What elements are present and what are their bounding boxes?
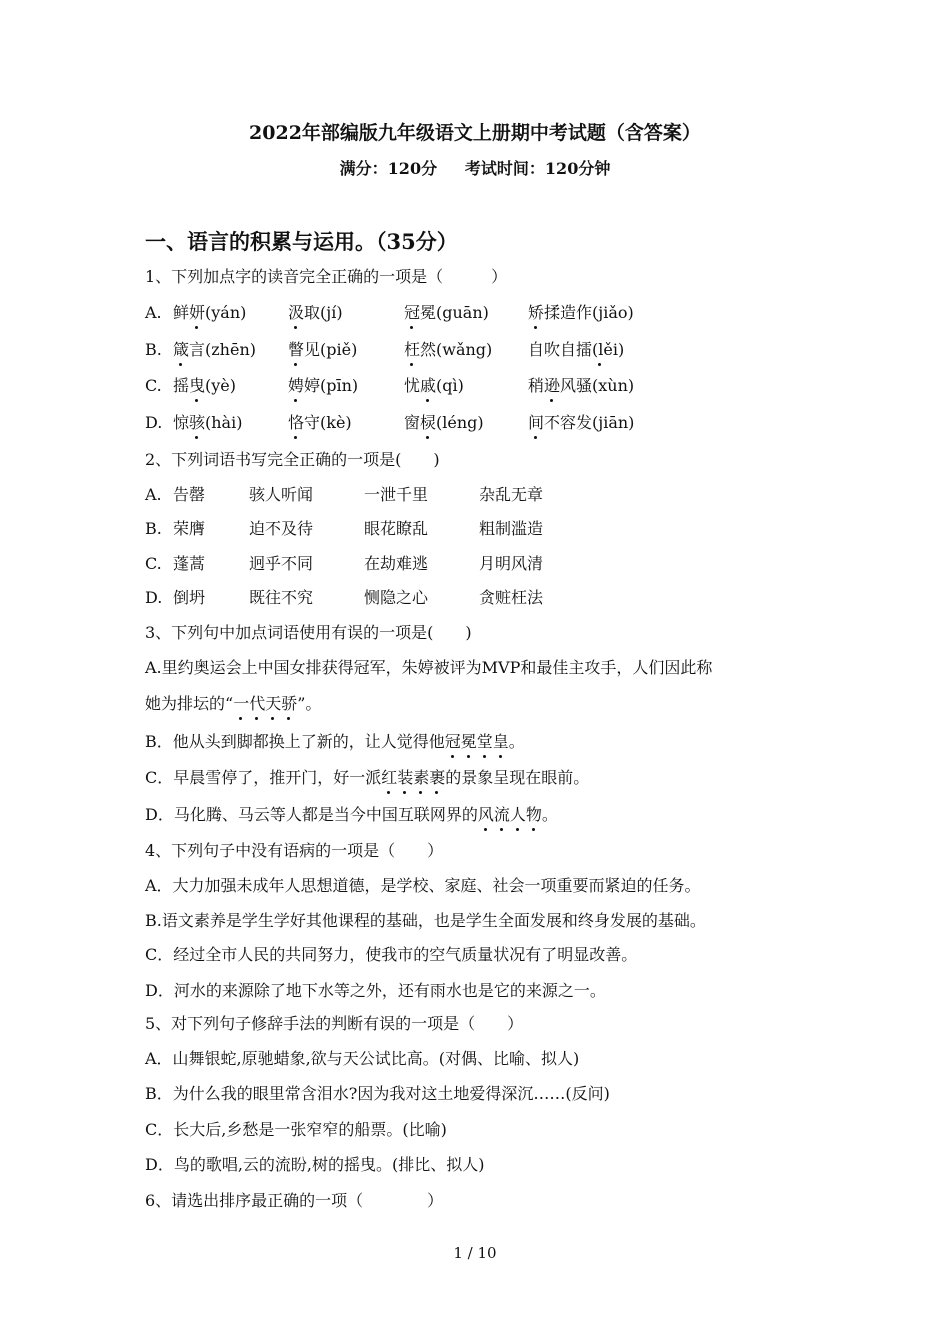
option-word: 迫不及待 [249,519,314,538]
option-word: 眼花瞭乱 [364,519,429,538]
option-letter: C. [145,376,162,395]
question-4-option-a: A．大力加强未成年人思想道德，是学校、家庭、社会一项重要而紧迫的任务。 [145,876,701,895]
option-word: 在劫难逃 [364,554,429,573]
question-5-option-b: B．为什么我的眼里常含泪水?因为我对这土地爱得深沉……(反问) [145,1084,610,1103]
option-word: 恻隐之心 [364,588,429,607]
option-word: 稍逊风骚(xùn) [528,375,634,397]
option-word: 一泄千里 [364,485,429,504]
option-word: 枉然(wǎng) [404,339,492,361]
option-word: 箴言(zhēn) [173,339,256,361]
option-word: 恪守(kè) [288,412,352,434]
option-letter: A. [145,485,162,504]
question-5-option-c: C．长大后,乡愁是一张窄窄的船票。(比喻) [145,1120,447,1139]
question-3-option-a-line2: 她为排坛的“一代天骄 ”。 [145,693,825,715]
exam-title: 2022年部编版九年级语文上册期中考试题（含答案） [249,122,701,144]
option-word: 蓬蒿 [173,554,206,573]
option-word: 月明风清 [479,554,544,573]
option-letter: A. [145,303,162,322]
question-5-option-a: A．山舞银蛇,原驰蜡象,欲与天公试比高。(对偶、比喻、拟人) [145,1049,580,1068]
option-word: 瞥见(piě) [288,339,357,361]
question-3-option-c: C．早晨雪停了，推开门，好一派红装素裹 的景象呈现在眼前。 [145,767,825,789]
question-5-option-d: D．鸟的歌唱,云的流盼,树的摇曳。(排比、拟人) [145,1155,485,1174]
exam-subtitle: 满分：120分 考试时间：120分钟 [339,159,611,178]
option-letter: D. [145,588,163,607]
option-word: 间不容发(jiān) [528,412,634,434]
question-2-stem: 2、下列词语书写完全正确的一项是( ) [145,450,440,469]
question-4-option-b: B.语文素养是学生学好其他课程的基础，也是学生全面发展和终身发展的基础。 [145,911,706,930]
option-word: 贪赃枉法 [479,588,544,607]
page-number: 1 / 10 [453,1244,497,1262]
option-word: 杂乱无章 [479,485,544,504]
option-word: 告罄 [173,485,206,504]
question-3-option-a-line1: A.里约奥运会上中国女排获得冠军，朱婷被评为MVP和最佳主攻手，人们因此称 [145,658,713,677]
option-word: 窗棂(léng) [404,412,484,434]
option-letter: B. [145,340,162,359]
option-word: 骇人听闻 [249,485,314,504]
question-3-stem: 3、下列句中加点词语使用有误的一项是( ) [145,623,472,642]
question-6-stem: 6、请选出排序最正确的一项（ ） [145,1191,444,1210]
question-5-stem: 5、对下列句子修辞手法的判断有误的一项是（ ） [145,1014,524,1033]
question-4-option-d: D．河水的来源除了地下水等之外，还有雨水也是它的来源之一。 [145,981,606,1000]
option-word: 自吹自擂(lěi) [528,339,624,361]
section-heading: 一、语言的积累与运用。（35分） [145,229,458,254]
option-word: 荣膺 [173,519,206,538]
option-word: 汲取(jí) [288,302,343,324]
option-letter: C. [145,554,162,573]
option-word: 既往不究 [249,588,314,607]
option-word: 娉婷(pīn) [288,375,358,397]
option-word: 倒坍 [173,588,206,607]
dotted-phrase: 冠冕堂皇 [445,731,509,753]
option-word: 矫揉造作(jiǎo) [528,302,634,324]
option-word: 粗制滥造 [479,519,544,538]
dotted-phrase: 一代天骄 [233,693,297,715]
question-3-option-d: D．马化腾、马云等人都是当今中国互联网界的风流人物 。 [145,804,825,826]
option-word: 冠冕(guān) [404,302,489,324]
option-word: 惊骇(hài) [173,412,242,434]
option-word: 鲜妍(yán) [173,302,246,324]
question-3-option-b: B．他从头到脚都换上了新的，让人觉得他冠冕堂皇 。 [145,731,825,753]
question-1-stem: 1、下列加点字的读音完全正确的一项是（ ） [145,267,508,286]
dotted-phrase: 红装素裹 [381,767,445,789]
dotted-phrase: 风流人物 [478,804,542,826]
option-word: 忧戚(qì) [404,375,464,397]
option-letter: B. [145,519,162,538]
question-4-stem: 4、下列句子中没有语病的一项是（ ） [145,841,444,860]
question-4-option-c: C．经过全市人民的共同努力，使我市的空气质量状况有了明显改善。 [145,945,638,964]
option-word: 摇曳(yè) [173,375,236,397]
option-letter: D. [145,413,163,432]
option-word: 迥乎不同 [249,554,314,573]
